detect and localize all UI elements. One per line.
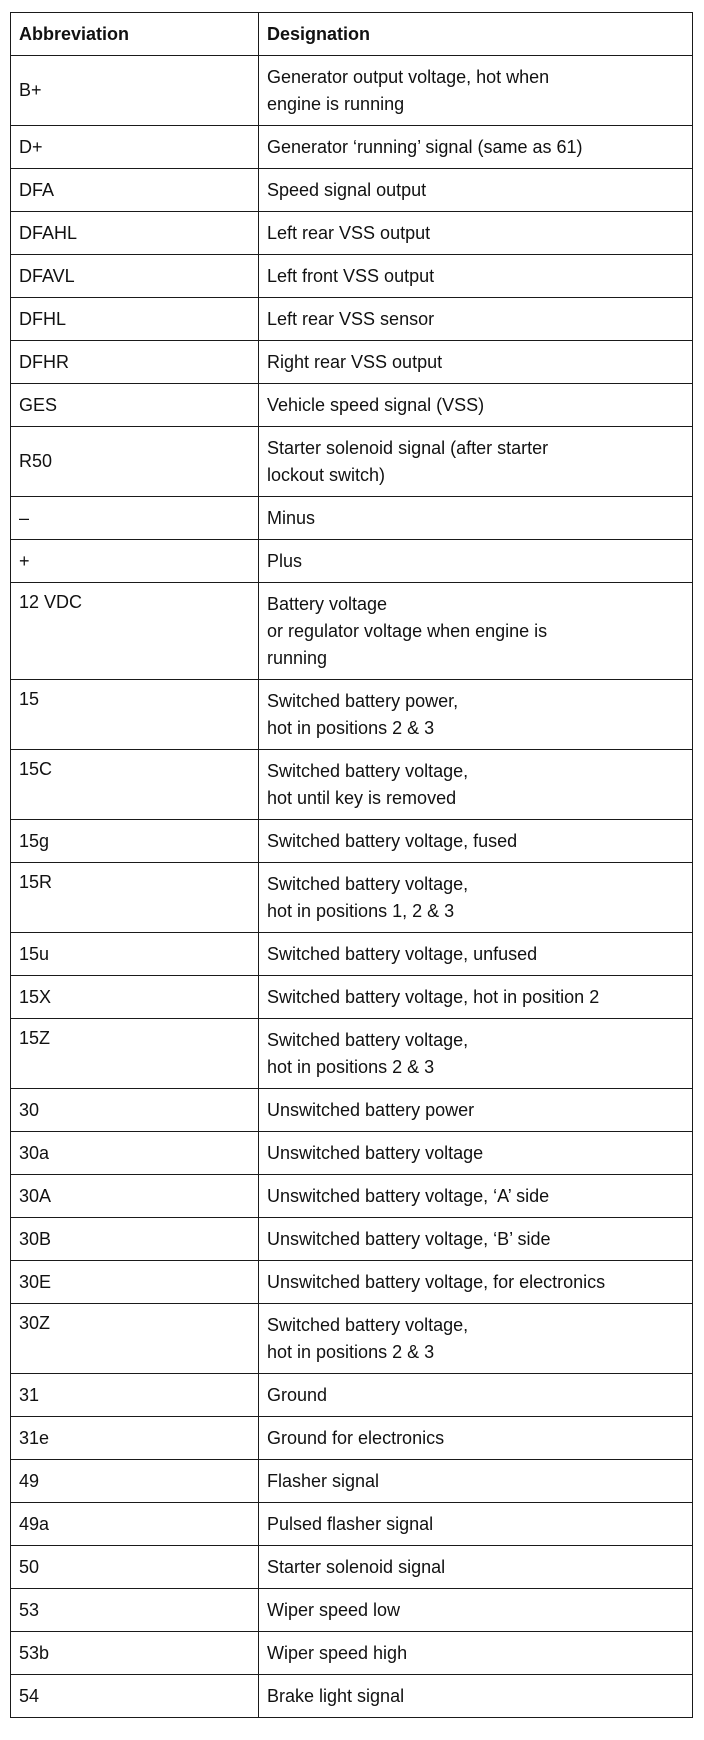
- designation-cell: Wiper speed low: [259, 1589, 693, 1632]
- table-row: [11, 933, 693, 976]
- abbreviation-cell: 15C: [11, 750, 259, 820]
- abbreviation-cell: 15u: [11, 933, 259, 976]
- header-abbreviation: Abbreviation: [11, 13, 259, 56]
- designation-cell: Switched battery voltage, hot in positions 2 & 3: [259, 1304, 693, 1374]
- designation-cell: Switched battery voltage, hot in position 2: [259, 976, 693, 1019]
- table-row: [11, 1589, 693, 1632]
- abbreviation-cell: DFHL: [11, 298, 259, 341]
- table-row: [11, 1218, 693, 1261]
- abbreviation-cell: 30: [11, 1089, 259, 1132]
- table-row: [11, 169, 693, 212]
- table-row: [11, 1417, 693, 1460]
- designation-cell: Unswitched battery voltage, ‘A’ side: [259, 1175, 693, 1218]
- table-row: [11, 1019, 693, 1089]
- abbreviation-cell: 31: [11, 1374, 259, 1417]
- abbreviation-cell: 15: [11, 680, 259, 750]
- abbreviation-cell: 15g: [11, 820, 259, 863]
- designation-cell: Switched battery power, hot in positions 2 & 3: [259, 680, 693, 750]
- designation-cell: Switched battery voltage, hot in positions 1, 2 & 3: [259, 863, 693, 933]
- table-row: [11, 427, 693, 497]
- designation-cell: Wiper speed high: [259, 1632, 693, 1675]
- abbreviation-cell: 49: [11, 1460, 259, 1503]
- table-row: [11, 680, 693, 750]
- table-row: [11, 341, 693, 384]
- table-row: [11, 1132, 693, 1175]
- abbreviation-cell: 31e: [11, 1417, 259, 1460]
- abbreviation-cell: 12 VDC: [11, 583, 259, 680]
- table-row: [11, 212, 693, 255]
- table-row: [11, 1089, 693, 1132]
- abbreviation-cell: 53b: [11, 1632, 259, 1675]
- designation-cell: Starter solenoid signal: [259, 1546, 693, 1589]
- designation-cell: Unswitched battery voltage, for electronics: [259, 1261, 693, 1304]
- abbreviation-cell: 30E: [11, 1261, 259, 1304]
- abbreviation-cell: +: [11, 540, 259, 583]
- abbreviation-cell: B+: [11, 56, 259, 126]
- table-row: [11, 298, 693, 341]
- table-row: [11, 1175, 693, 1218]
- designation-cell: Plus: [259, 540, 693, 583]
- designation-cell: Left front VSS output: [259, 255, 693, 298]
- designation-cell: Switched battery voltage, hot in positions 2 & 3: [259, 1019, 693, 1089]
- table-row: [11, 1304, 693, 1374]
- table-row: [11, 255, 693, 298]
- designation-cell: Left rear VSS sensor: [259, 298, 693, 341]
- designation-cell: Generator output voltage, hot when engine is running: [259, 56, 693, 126]
- designation-cell: Switched battery voltage, hot until key is removed: [259, 750, 693, 820]
- abbreviation-cell: –: [11, 497, 259, 540]
- abbreviation-cell: D+: [11, 126, 259, 169]
- designation-cell: Ground for electronics: [259, 1417, 693, 1460]
- header-designation: Designation: [259, 13, 693, 56]
- designation-cell: Flasher signal: [259, 1460, 693, 1503]
- designation-cell: Generator ‘running’ signal (same as 61): [259, 126, 693, 169]
- abbreviation-cell: 53: [11, 1589, 259, 1632]
- abbreviation-cell: DFHR: [11, 341, 259, 384]
- abbreviation-cell: DFAVL: [11, 255, 259, 298]
- table-row: [11, 1374, 693, 1417]
- table-row: [11, 976, 693, 1019]
- designation-cell: Unswitched battery power: [259, 1089, 693, 1132]
- abbreviation-cell: DFAHL: [11, 212, 259, 255]
- table-row: [11, 820, 693, 863]
- table-row: [11, 384, 693, 427]
- abbreviation-cell: 30Z: [11, 1304, 259, 1374]
- table-row: [11, 1675, 693, 1718]
- abbreviation-cell: 30B: [11, 1218, 259, 1261]
- designation-cell: Left rear VSS output: [259, 212, 693, 255]
- table-row: [11, 126, 693, 169]
- abbreviation-cell: 15X: [11, 976, 259, 1019]
- designation-cell: Unswitched battery voltage: [259, 1132, 693, 1175]
- table-row: [11, 1261, 693, 1304]
- designation-cell: Brake light signal: [259, 1675, 693, 1718]
- designation-cell: Right rear VSS output: [259, 341, 693, 384]
- table-row: [11, 1460, 693, 1503]
- abbreviation-cell: 15Z: [11, 1019, 259, 1089]
- abbreviation-cell: DFA: [11, 169, 259, 212]
- table-row: [11, 56, 693, 126]
- abbreviation-cell: 49a: [11, 1503, 259, 1546]
- abbreviation-cell: 15R: [11, 863, 259, 933]
- designation-cell: Battery voltage or regulator voltage when engine is running: [259, 583, 693, 680]
- table-body: [11, 56, 693, 1718]
- table-row: [11, 497, 693, 540]
- abbreviation-cell: GES: [11, 384, 259, 427]
- abbreviation-cell: R50: [11, 427, 259, 497]
- table-row: [11, 1546, 693, 1589]
- designation-cell: Vehicle speed signal (VSS): [259, 384, 693, 427]
- designation-cell: Minus: [259, 497, 693, 540]
- table-header-row: [11, 13, 693, 56]
- abbreviation-cell: 50: [11, 1546, 259, 1589]
- abbreviation-cell: 54: [11, 1675, 259, 1718]
- table-row: [11, 750, 693, 820]
- designation-cell: Ground: [259, 1374, 693, 1417]
- table-row: [11, 1503, 693, 1546]
- designation-cell: Switched battery voltage, fused: [259, 820, 693, 863]
- table-row: [11, 583, 693, 680]
- designation-cell: Unswitched battery voltage, ‘B’ side: [259, 1218, 693, 1261]
- table-row: [11, 1632, 693, 1675]
- designation-cell: Pulsed flasher signal: [259, 1503, 693, 1546]
- abbreviation-cell: 30a: [11, 1132, 259, 1175]
- designation-cell: Switched battery voltage, unfused: [259, 933, 693, 976]
- designation-cell: Starter solenoid signal (after starter lockout switch): [259, 427, 693, 497]
- table-row: [11, 540, 693, 583]
- table-row: [11, 863, 693, 933]
- abbreviation-table: [10, 12, 693, 1718]
- designation-cell: Speed signal output: [259, 169, 693, 212]
- abbreviation-cell: 30A: [11, 1175, 259, 1218]
